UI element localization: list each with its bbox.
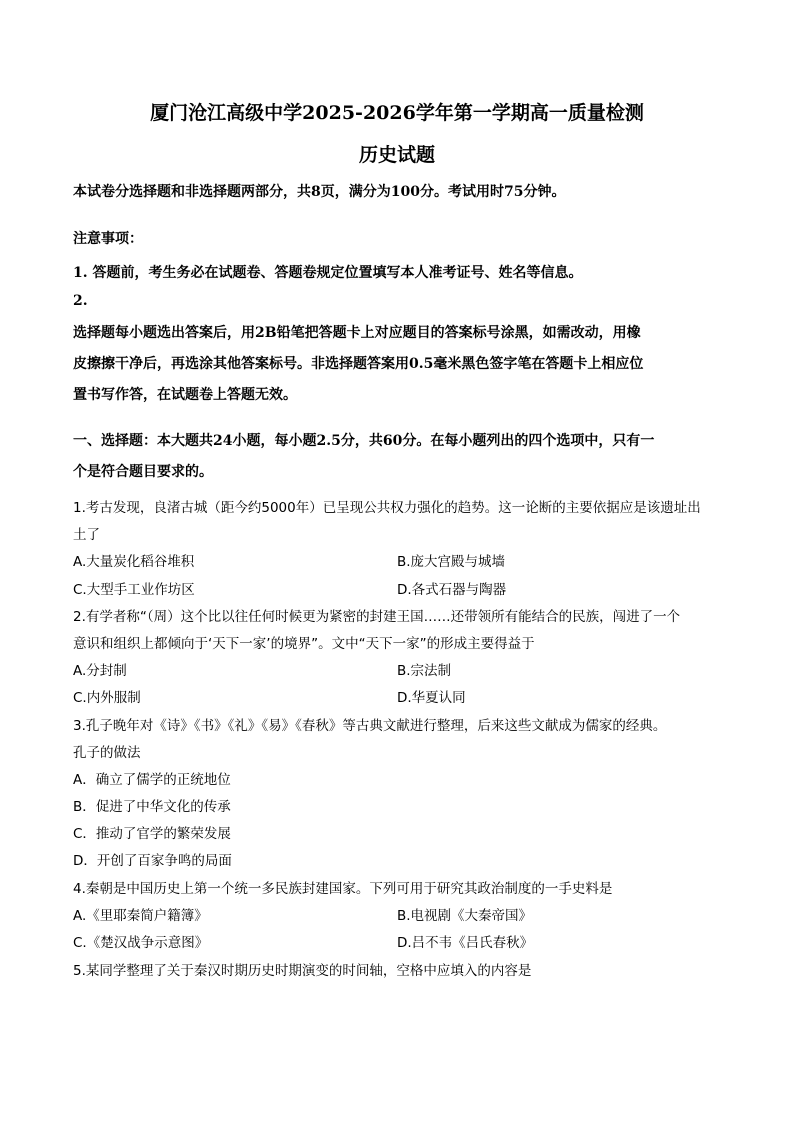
exam-title: 厦门沧江高级中学2025-2026学年第一学期高一质量检测 <box>150 102 644 124</box>
question-4-option-c: C.《楚汉战争示意图》 <box>73 935 209 951</box>
intro-text: 本试卷分选择题和非选择题两部分，共8页，满分为100分。考试用时75分钟。 <box>73 184 566 200</box>
question-4-option-d: D.吕不韦《吕氏春秋》 <box>397 935 534 951</box>
question-3-option-c: C．推动了官学的繁荣发展 <box>73 826 231 842</box>
question-3-option-a: A．确立了儒学的正统地位 <box>73 772 231 788</box>
question-2-option-c: C.内外服制 <box>73 690 141 706</box>
question-2-stem-line-2: 意识和组织上都倾向于‘天下一家’的境界”。文中“天下一家”的形成主要得益于 <box>73 636 535 652</box>
notes-item-1: 1. 答题前，考生务必在试题卷、答题卷规定位置填写本人准考证号、姓名等信息。 <box>73 265 583 281</box>
question-2-option-a: A.分封制 <box>73 663 127 679</box>
question-3-option-d: D．开创了百家争鸣的局面 <box>73 853 232 869</box>
question-1-stem-line-1: 1.考古发现，良渚古城（距今约5000年）已呈现公共权力强化的趋势。这一论断的主要依据应是该遗址出 <box>73 500 701 516</box>
notes-item-2-line-3: 置书写作答，在试题卷上答题无效。 <box>73 387 297 403</box>
question-3-option-b: B．促进了中华文化的传承 <box>73 799 231 815</box>
question-5-stem-line-1: 5.某同学整理了关于秦汉时期历史时期演变的时间轴，空格中应填入的内容是 <box>73 963 532 979</box>
question-4-option-a: A.《里耶秦简户籍簿》 <box>73 908 208 924</box>
question-3-stem-line-2: 孔子的做法 <box>73 745 141 761</box>
notes-item-2-number: 2. <box>73 293 88 309</box>
notes-item-2-line-2: 皮擦擦干净后，再选涂其他答案标号。非选择题答案用0.5毫米黑色签字笔在答题卡上相应位 <box>73 356 644 372</box>
question-1-option-a: A.大量炭化稻谷堆积 <box>73 554 195 570</box>
question-2-stem-line-1: 2.有学者称“（周）这个比以往任何时候更为紧密的封建王国……还带领所有能结合的民族，闯进了一个 <box>73 609 681 625</box>
question-1-option-d: D.各式石器与陶器 <box>397 582 507 598</box>
question-1-stem-line-2: 土了 <box>73 527 100 543</box>
question-4-option-b: B.电视剧《大秦帝国》 <box>397 908 533 924</box>
section-heading-line-1: 一、选择题：本大题共24小题，每小题2.5分，共60分。在每小题列出的四个选项中，只有一 <box>73 433 655 449</box>
section-heading-line-2: 个是符合题目要求的。 <box>73 464 213 480</box>
question-4-stem-line-1: 4.秦朝是中国历史上第一个统一多民族封建国家。下列可用于研究其政治制度的一手史料是 <box>73 881 613 897</box>
question-2-option-b: B.宗法制 <box>397 663 452 679</box>
notes-heading: 注意事项： <box>73 231 143 247</box>
question-3-stem-line-1: 3.孔子晚年对《诗》《书》《礼》《易》《春秋》等古典文献进行整理，后来这些文献成为儒家的经典。 <box>73 718 667 734</box>
question-2-option-d: D.华夏认同 <box>397 690 466 706</box>
question-1-option-c: C.大型手工业作坊区 <box>73 582 195 598</box>
notes-item-2-line-1: 选择题每小题选出答案后，用2B铅笔把答题卡上对应题目的答案标号涂黑，如需改动，用橡 <box>73 325 641 341</box>
question-1-option-b: B.庞大宫殿与城墙 <box>397 554 506 570</box>
exam-subtitle: 历史试题 <box>358 144 435 166</box>
